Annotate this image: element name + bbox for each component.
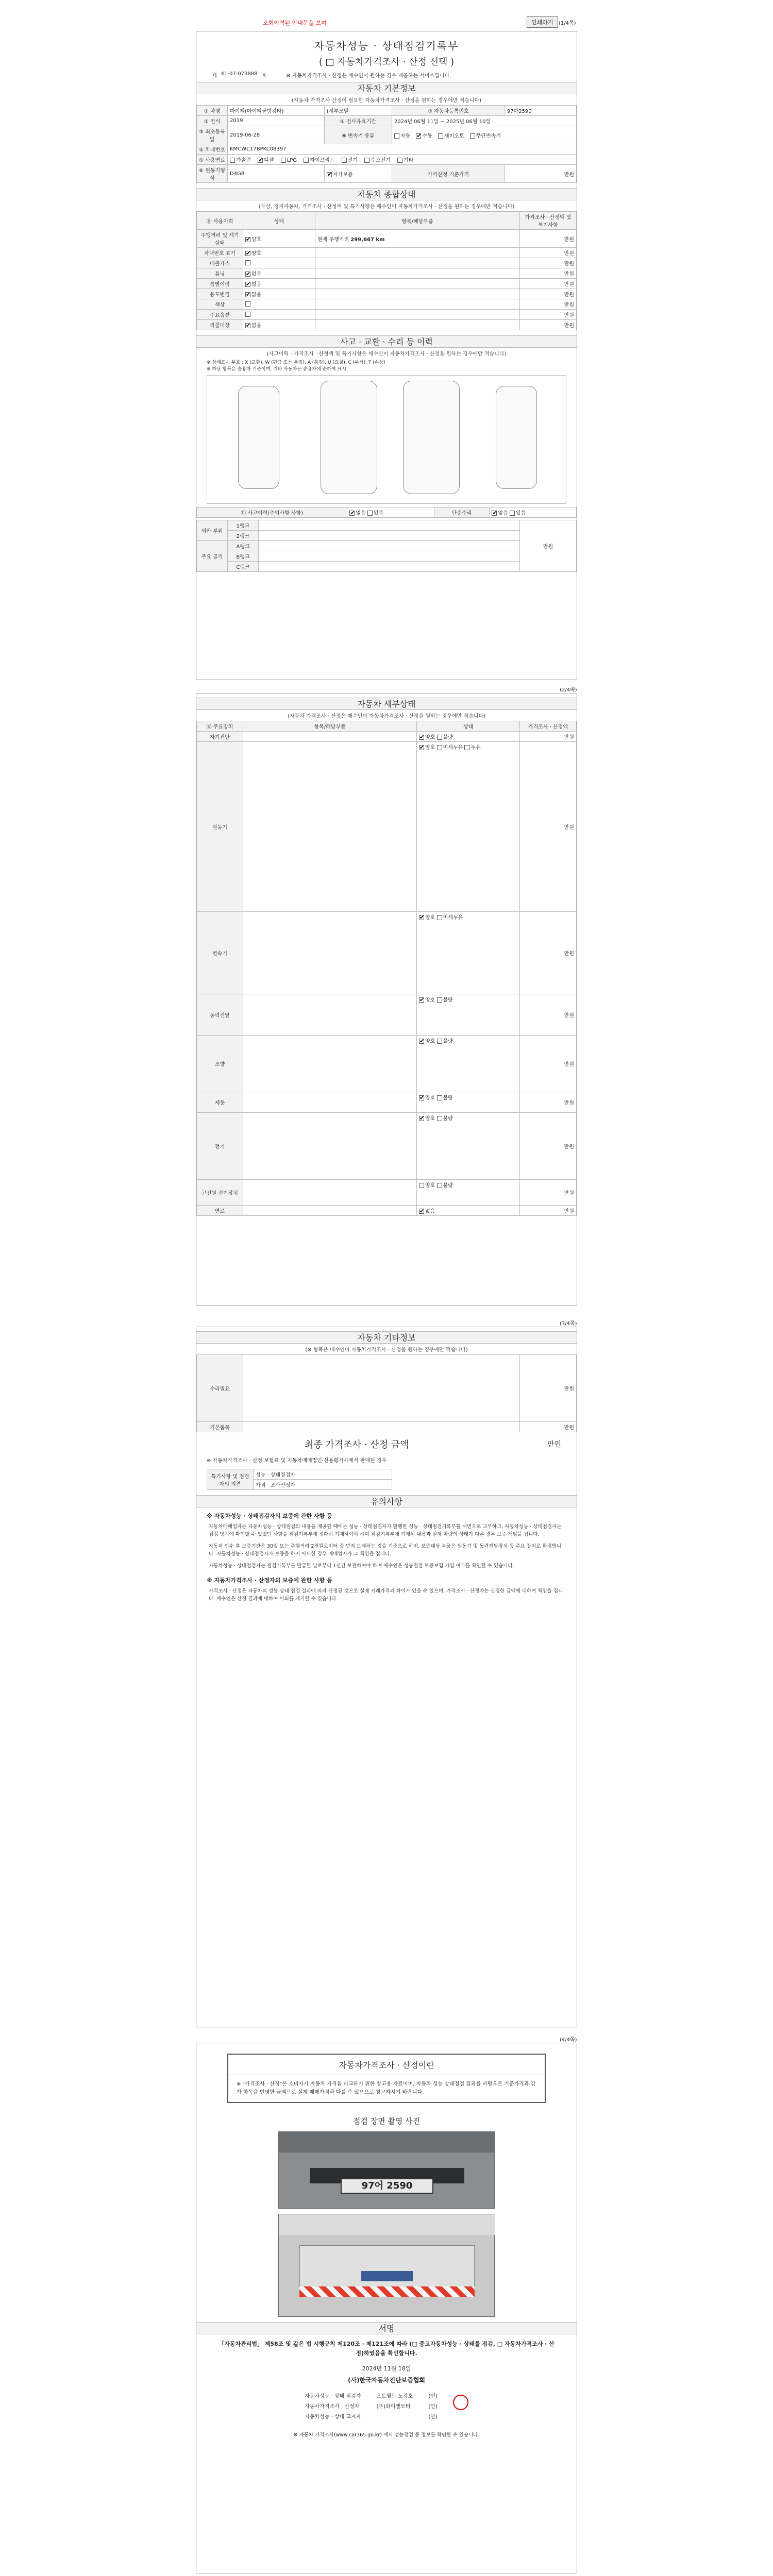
summary-row-8: 리콜대상 xyxy=(197,320,243,330)
label-trans: ⑨ 변속기 종류 xyxy=(324,126,392,144)
trans-semi: 세미오토 xyxy=(444,133,464,139)
role-inspector: 자동차성능 · 상태 점검자 xyxy=(305,2394,361,2399)
summary-h1: ⑪ 사용이력 xyxy=(197,212,243,230)
page-4 xyxy=(196,2043,577,2573)
warranty: 자가보증 xyxy=(332,172,353,178)
page-3 xyxy=(196,1327,577,2027)
notice-section-title: 유의사항 xyxy=(196,1495,577,1507)
accident-result: ⑪ 사고이력(주의사항 사항) ✔ 없음 있음 단순수리 ✔ 없음 있음 xyxy=(196,507,577,518)
page-number-1: (1/4쪽) xyxy=(559,21,576,26)
accident-q: ⑪ 사고이력(주의사항 사항) xyxy=(197,507,347,518)
detail-note: (자동차 가격조사 · 산정은 매수인이 자동차가격조사 · 산정을 원하는 경우에만 적습니다) xyxy=(287,714,486,719)
red-seal-icon xyxy=(453,2395,468,2410)
final-title: 최종 가격조사 · 산정 금액 xyxy=(305,1439,409,1450)
vin: KMCWC17BPKC08397 xyxy=(228,144,577,155)
year: 2019 xyxy=(228,116,325,126)
basic-section-title: 자동차 기본정보 xyxy=(196,82,577,94)
sign-date: 2024년 11월 18일 xyxy=(362,2365,411,2372)
guide-box xyxy=(227,2054,546,2103)
summary-row-0: 주행거리 및 계기상태 xyxy=(197,230,243,248)
sign-section-title: 서명 xyxy=(196,2322,577,2334)
summary-table: ⑪ 사용이력 상태 항목/해당부품 가격조사 · 산정액 및 특기사항 주행거리 및 계기상태 ✔양호 현재 주행거리 299,667 km 만원 차대번호 표기 ✔ 양호 만원 배출가스 만원 튜닝 ✔ 없음 만원 특별이력 ✔ 없음 만원 용도변경 ✔ 없음 만원 색상 만원 주요옵션 만원 리콜대상 ✔ 없음 만원 xyxy=(196,211,577,330)
validity: 2024년 06월 11일 ~ 2025년 06월 10일 xyxy=(392,116,576,126)
rank-table: 외판 부위 1랭크 만원 2랭크 주요 골격 A랭크 B랭크 C랭크 xyxy=(196,520,577,572)
plate-rear xyxy=(361,2271,413,2281)
group-fuel: 연료 xyxy=(197,1206,243,1216)
fuel-other: 기타 xyxy=(404,158,414,163)
notice-p3: 자동차성능 · 상태점검자는 점검기록부를 발급한 날로부터 1년간 보관하여야 하며 매수인은 성능점검 보증보험 가입 여부를 확인할 수 있습니다. xyxy=(209,1563,514,1569)
form-no-label: 제 xyxy=(212,73,217,79)
label-engine: ⑥ 원동기형식 xyxy=(197,165,228,183)
photo-rear xyxy=(278,2214,495,2317)
appraiser-label: 특기사항 및 점검자의 의견 xyxy=(207,1469,254,1490)
price-label: 가격산정 기준가격 xyxy=(392,165,505,183)
car-body: (세부모델 xyxy=(324,106,392,116)
label-reg-no: ⑦ 자동차등록번호 xyxy=(392,106,505,116)
basic-table xyxy=(196,105,577,183)
trans-auto: 자동 xyxy=(400,133,411,139)
label-car-name: ① 차명 xyxy=(197,106,228,116)
guide-body: ※ "가격조사 · 산정"은 소비자가 자동차 가격을 비교하기 위한 참고용 자료이며, 자동차 성능 상태점검 결과를 바탕으로 기준가격과 감가 항목을 반영한 금액으로 실제 매매가격과 다를 수 있으므로 참고하시기 바랍니다. xyxy=(237,2081,536,2095)
summary-row-1: 차대번호 표기 xyxy=(197,248,243,258)
final-note: ※ 자동차가격조사 · 산정 보험료 및 자동차매매법인·신용평가사에서 판매된 경우 xyxy=(207,1458,387,1464)
accident-section-title: 사고 · 교환 · 수리 등 이력 xyxy=(196,335,577,348)
car-top-view xyxy=(321,381,377,494)
summary-h4: 가격조사 · 산정액 및 특기사항 xyxy=(520,212,577,230)
summary-row-2: 배출가스 xyxy=(197,258,243,268)
print-button[interactable]: 인쇄하기 xyxy=(527,16,558,28)
main-label: 주요 골격 xyxy=(197,541,228,572)
name-inspector: 오토월드 노광호 xyxy=(376,2394,413,2399)
label-year: ② 연식 xyxy=(197,116,228,126)
summary-note: (부상, 정지자동차, 가격조사 · 산정액 및 특기사항은 매수인이 자동차가격조사 · 산정을 원하는 경우에만 적습니다) xyxy=(258,204,515,210)
summary-section-title: 자동차 종합상태 xyxy=(196,188,577,200)
fuel-diesel: 디젤 xyxy=(264,158,274,163)
summary-h3: 항목/해당부품 xyxy=(315,212,520,230)
notice-title-1: ※ 자동차성능 · 상태점검자의 보증에 관한 사항 등 xyxy=(207,1513,332,1519)
sign-body: 「자동차관리법」 제58조 및 같은 법 시행규칙 제120조 · 제121조에 따라 (□ 중고자동차성능 · 상태를 점검, □ 자동차가격조사 · 산정)하였음을 확인합니다. xyxy=(219,2341,554,2357)
notice-p4: 가격조사 · 산정은 자동차의 성능 상태 점검 결과에 따라 산정된 것으로 실제 거래가격과 차이가 있을 수 있으며, 가격조사 · 산정자는 산정한 금액에 대하여 책임을 집니다. 매수인은 산정 결과에 대하여 이의를 제기할 수 있습니다. xyxy=(209,1588,563,1602)
car-bottom-view xyxy=(403,381,460,494)
mileage: 299,667 km xyxy=(350,236,385,243)
group-hv: 고전원 전기장치 xyxy=(197,1180,243,1206)
notice-p2: 자동차 인수 후 보증기간은 30일 또는 주행거리 2천킬로미터 중 먼저 도래하는 것을 기준으로 하며, 보증대상 부품은 원동기 및 동력전달장치 등 주요 장치로 한정합니다. 자동차성능 · 상태점검자가 보증을 하지 아니한 경우 매매업자가 그 책임을 집니다. xyxy=(209,1544,562,1557)
photo-front xyxy=(278,2131,495,2209)
appraiser-table: 특기사항 및 점검자의 의견 성능 · 상태점검자 가격 · 조사산정자 xyxy=(207,1469,392,1490)
photos-title: 점검 장면 촬영 사진 xyxy=(352,2116,421,2126)
page-2 xyxy=(196,693,577,1306)
sign-footer: ※ 자동차 가격조사(www.car365.go.kr) 에서 성능점검 등 정보를 확인할 수 있습니다. xyxy=(293,2432,480,2438)
car-diagram xyxy=(207,375,566,504)
price-unit: 만원 xyxy=(505,165,576,183)
detail-section-title: 자동차 세부상태 xyxy=(196,698,577,710)
other-note: (※ 항목은 매수인이 자동차가격조사 · 산정을 원하는 경우에만 적습니다) xyxy=(305,1347,468,1353)
group-electric: 전기 xyxy=(197,1113,243,1180)
reg-no: 97마2590 xyxy=(505,106,576,116)
form-subtitle: ( □ 자동차가격조사 · 산정 선택 ) xyxy=(318,57,455,67)
other-row-repair: 수리필요 xyxy=(197,1355,243,1422)
group-steer: 조향 xyxy=(197,1036,243,1092)
group-trans: 변속기 xyxy=(197,912,243,994)
other-row-basic: 기본품목 xyxy=(197,1422,243,1432)
summary-row-4: 특별이력 xyxy=(197,279,243,289)
accident-note: (사고이력 - 가격조사 · 산정액 및 특기사항은 매수인이 자동차가격조사 · 산정을 원하는 경우에만 적습니다) xyxy=(266,351,507,357)
fuel-hybrid: 하이브리드 xyxy=(310,158,335,163)
summary-row-6: 색상 xyxy=(197,299,243,310)
notice-p1: 자동차매매업자는 자동차성능 · 상태점검의 내용을 제공할 때에는 성능 · 상태점검자가 발행한 성능 · 상태점검기록부를 서면으로 교부하고, 자동차성능 · 상태점검자는 점검 당시에 확인할 수 있었던 사항을 점검기록부에 정확히 기재하여야 하며 점검기록부에 기재된 내용과 실제 차량의 상태가 다른 경우 보증 책임을 집니다. xyxy=(209,1524,562,1537)
simple-q: 단순수리 xyxy=(434,507,490,518)
page-number-4: (4/4쪽) xyxy=(560,2037,577,2043)
accident-legend: ※ 상태표시 부호 : X (교환), W (판금 또는 용접), A (흠집), U (요철), C (부식), T (손상) xyxy=(207,360,385,365)
plate-front: 97어 2590 xyxy=(341,2178,433,2194)
summary-row-3: 튜닝 xyxy=(197,268,243,279)
other-section-title: 자동차 기타정보 xyxy=(196,1331,577,1344)
role-notifier: 자동차성능 · 상태 고지자 xyxy=(305,2414,361,2420)
trans-cvt: 무단변속기 xyxy=(476,133,501,139)
car-name: 마이티(마이티골방킹타) xyxy=(228,106,325,116)
guide-title: 자동차가격조사 · 산정이란 xyxy=(228,2055,545,2075)
group-engine: 원동기 xyxy=(197,742,243,912)
page-number-2: (2/4쪽) xyxy=(560,687,577,693)
detail-table: ⑫ 주요장치 항목/해당부품 상태 가격조사 · 산정액 자기진단 ✔ 양호 불량 만원 원동기 ✔양호 미세누유 누유 만원 변속기 ✔양호 미세누유 만원 동력전달 ✔양호 불량 만원 조향 ✔양호 불량 만원 제동 ✔양호 불량 만원 전기 ✔양호 불량 만원 고전원 전기장치 양호 불량 만원 연료 ✔ 없음 만원 xyxy=(196,721,577,1216)
sign-company: (사)한국자동차진단보증협회 xyxy=(347,2377,426,2384)
form-notice: ※ 자동차가격조사 · 산정은 매수인이 원하는 경우 제공하는 서비스입니다. xyxy=(286,73,451,79)
car-left-view xyxy=(238,386,279,489)
top-warning: 조회이력된 안내문을 보며 xyxy=(263,20,327,26)
fuel-gasoline: 가솔린 xyxy=(236,158,251,163)
reg-date: 2019-06-28 xyxy=(228,126,325,144)
label-validity: ⑧ 검사유효기간 xyxy=(324,116,392,126)
label-vin: ④ 차대번호 xyxy=(197,144,228,155)
sign-seal-3: (인) xyxy=(428,2414,438,2420)
summary-row-5: 용도변경 xyxy=(197,289,243,299)
name-notifier: (주)와이엘모터 xyxy=(376,2404,411,2410)
sign-seal-2: (인) xyxy=(428,2404,438,2410)
notice-title-2: ※ 자동차가격조사 · 산정자의 보증에 관한 사항 등 xyxy=(207,1577,332,1584)
role-appraiser: 자동차가격조사 · 산정자 xyxy=(305,2404,360,2410)
basic-note: (자동차 가격조사 산정이 필요한 자동차가격조사 · 산정을 원하는 경우에만 적습니다) xyxy=(291,98,482,104)
group-brake: 제동 xyxy=(197,1092,243,1113)
label-reg-date: ③ 최초등록일 xyxy=(197,126,228,144)
form-title: 자동차성능 · 상태점검기록부 xyxy=(314,40,459,52)
other-table: 수리필요 만원 기본품목 만원 xyxy=(196,1354,577,1432)
outer-label: 외판 부위 xyxy=(197,520,228,541)
form-no-value: 41-07-073888 xyxy=(221,71,258,77)
group-drive: 동력전달 xyxy=(197,994,243,1036)
sign-seal-1: (인) xyxy=(428,2394,438,2399)
page-1 xyxy=(196,31,577,680)
form-no-suffix: 호 xyxy=(261,73,267,79)
fuel-hydrogen: 수소전기 xyxy=(371,158,391,163)
accident-legend-2: ※ 하단 항목은 승용차 기준이며, 기타 자동차는 승용차에 준하여 표시 xyxy=(207,367,346,372)
summary-h2: 상태 xyxy=(243,212,315,230)
fuel-lpg: LPG xyxy=(287,158,297,163)
trans-manual: 수동 xyxy=(422,133,432,139)
fuel-electric: 전기 xyxy=(347,158,358,163)
car-right-view xyxy=(496,386,537,489)
final-unit: 만원 xyxy=(547,1440,561,1449)
engine: D4GB xyxy=(228,165,325,183)
label-fuel: ⑤ 사용연료 xyxy=(197,155,228,165)
group-diag: 자기진단 xyxy=(197,732,243,742)
page-number-3: (3/4쪽) xyxy=(560,1321,577,1327)
summary-row-7: 주요옵션 xyxy=(197,310,243,320)
